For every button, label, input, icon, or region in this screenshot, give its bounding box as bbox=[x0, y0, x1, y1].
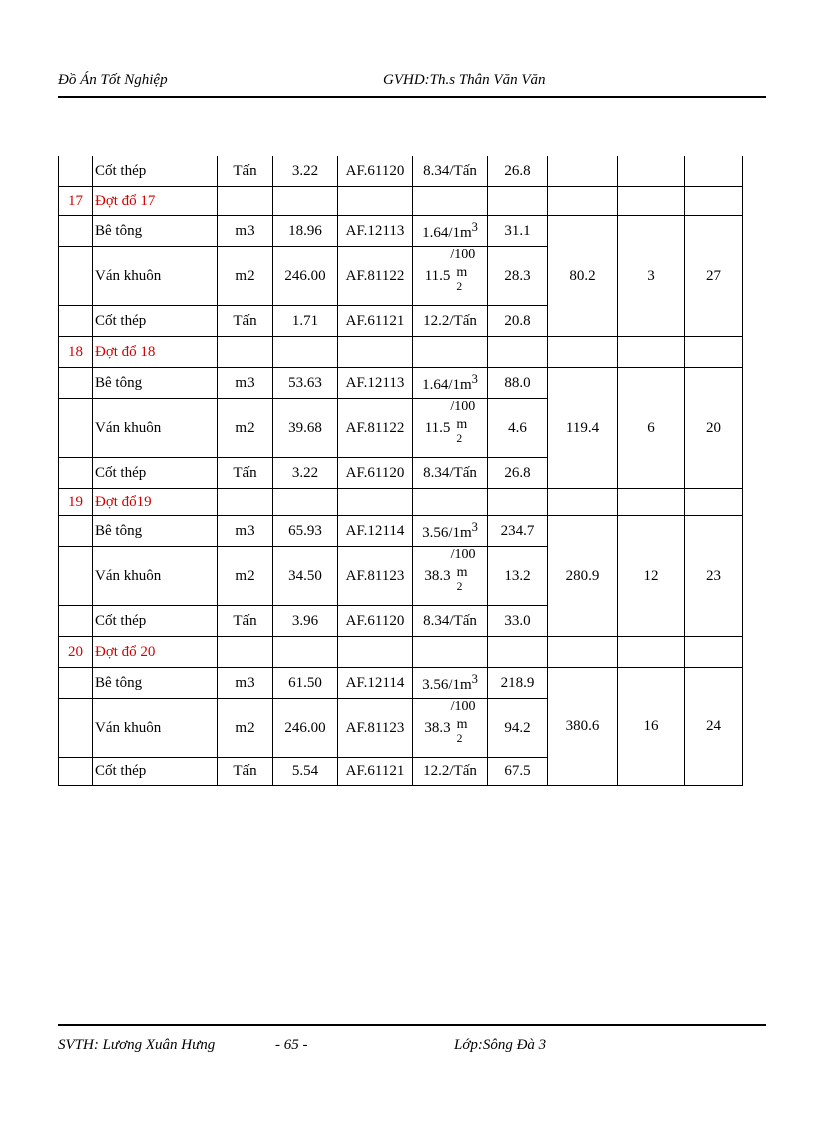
group-number: 18 bbox=[59, 337, 93, 368]
item-name: Cốt thép bbox=[93, 758, 218, 786]
table-row bbox=[59, 668, 743, 699]
group-header-row bbox=[59, 637, 743, 668]
item-norm: 12.2/Tấn bbox=[413, 758, 488, 786]
item-norm: 8.34/Tấn bbox=[413, 458, 488, 489]
item-code: AF.81122 bbox=[338, 247, 413, 306]
item-value: 33.0 bbox=[488, 606, 548, 637]
item-norm: $3.56/1m^3$ bbox=[413, 516, 488, 547]
item-norm: 11.5 /100 m $^2$ bbox=[413, 399, 488, 458]
item-value: 94.2 bbox=[488, 699, 548, 758]
item-name: Cốt thép bbox=[93, 306, 218, 337]
item-code: AF.12113 bbox=[338, 368, 413, 399]
item-quantity: 61.50 bbox=[273, 668, 338, 699]
item-name: Ván khuôn bbox=[93, 547, 218, 606]
item-name: Bê tông bbox=[93, 368, 218, 399]
item-unit: Tấn bbox=[218, 306, 273, 337]
item-quantity: 65.93 bbox=[273, 516, 338, 547]
footer-rule bbox=[58, 1024, 766, 1026]
group-header-row bbox=[59, 337, 743, 368]
group-workers: 3 bbox=[618, 216, 685, 337]
item-unit: m2 bbox=[218, 699, 273, 758]
item-value: 88.0 bbox=[488, 368, 548, 399]
item-name: Cốt thép bbox=[93, 458, 218, 489]
group-workers: 16 bbox=[618, 668, 685, 786]
item-code: AF.12114 bbox=[338, 516, 413, 547]
group-total: 80.2 bbox=[548, 216, 618, 337]
item-quantity: 34.50 bbox=[273, 547, 338, 606]
group-number: 19 bbox=[59, 489, 93, 516]
item-norm: 38.3 /100 m $^2$ bbox=[413, 547, 488, 606]
item-norm: $1.64/1m^3$ bbox=[413, 216, 488, 247]
item-norm: $1.64/1m^3$ bbox=[413, 368, 488, 399]
group-workers: 6 bbox=[618, 368, 685, 489]
item-unit: m2 bbox=[218, 547, 273, 606]
item-unit: m3 bbox=[218, 516, 273, 547]
item-unit: Tấn bbox=[218, 606, 273, 637]
item-name: Ván khuôn bbox=[93, 247, 218, 306]
item-value: 26.8 bbox=[488, 156, 548, 187]
item-code: AF.61120 bbox=[338, 156, 413, 187]
header-supervisor: GVHD:Th.s Thân Văn Văn bbox=[383, 72, 546, 88]
group-total: 280.9 bbox=[548, 516, 618, 637]
footer-class: Lớp:Sông Đà 3 bbox=[454, 1037, 547, 1053]
item-unit: m2 bbox=[218, 399, 273, 458]
group-total: 119.4 bbox=[548, 368, 618, 489]
group-title: Đợt đổ 18 bbox=[93, 337, 218, 368]
item-code: AF.12113 bbox=[338, 216, 413, 247]
item-value: 28.3 bbox=[488, 247, 548, 306]
item-value: 26.8 bbox=[488, 458, 548, 489]
item-value: 13.2 bbox=[488, 547, 548, 606]
group-number: 20 bbox=[59, 637, 93, 668]
item-value: 20.8 bbox=[488, 306, 548, 337]
item-code: AF.61120 bbox=[338, 606, 413, 637]
item-code: AF.61120 bbox=[338, 458, 413, 489]
item-unit: m3 bbox=[218, 216, 273, 247]
item-quantity: 5.54 bbox=[273, 758, 338, 786]
item-quantity: 3.22 bbox=[273, 156, 338, 187]
labor-table bbox=[58, 156, 743, 786]
item-code: AF.61121 bbox=[338, 306, 413, 337]
group-header-row bbox=[59, 187, 743, 216]
group-title: Đợt đổ 20 bbox=[93, 637, 218, 668]
group-number: 17 bbox=[59, 187, 93, 216]
group-days: 27 bbox=[685, 216, 743, 337]
item-unit: m3 bbox=[218, 668, 273, 699]
item-quantity: 53.63 bbox=[273, 368, 338, 399]
item-unit: m2 bbox=[218, 247, 273, 306]
item-norm: $3.56/1m^3$ bbox=[413, 668, 488, 699]
header-left-title: Đồ Án Tốt Nghiệp bbox=[58, 72, 168, 88]
item-norm: 8.34/Tấn bbox=[413, 606, 488, 637]
item-code: AF.81122 bbox=[338, 399, 413, 458]
item-norm: 8.34/Tấn bbox=[413, 156, 488, 187]
item-code: AF.61121 bbox=[338, 758, 413, 786]
item-name: Bê tông bbox=[93, 668, 218, 699]
group-title: Đợt đổ19 bbox=[93, 489, 218, 516]
item-value: 67.5 bbox=[488, 758, 548, 786]
table-row bbox=[59, 368, 743, 399]
item-quantity: 39.68 bbox=[273, 399, 338, 458]
item-name: Cốt thép bbox=[93, 156, 218, 187]
group-total: 380.6 bbox=[548, 668, 618, 786]
item-quantity: 3.22 bbox=[273, 458, 338, 489]
group-header-row bbox=[59, 489, 743, 516]
item-value: 234.7 bbox=[488, 516, 548, 547]
item-value: 4.6 bbox=[488, 399, 548, 458]
item-quantity: 3.96 bbox=[273, 606, 338, 637]
table-row bbox=[59, 156, 743, 187]
item-norm: 11.5 /100 m $^2$ bbox=[413, 247, 488, 306]
item-name: Cốt thép bbox=[93, 606, 218, 637]
item-unit: Tấn bbox=[218, 458, 273, 489]
item-quantity: 246.00 bbox=[273, 699, 338, 758]
item-quantity: 246.00 bbox=[273, 247, 338, 306]
group-workers: 12 bbox=[618, 516, 685, 637]
table-row bbox=[59, 216, 743, 247]
header-rule bbox=[58, 96, 766, 98]
group-days: 20 bbox=[685, 368, 743, 489]
item-value: 218.9 bbox=[488, 668, 548, 699]
item-quantity: 18.96 bbox=[273, 216, 338, 247]
item-code: AF.12114 bbox=[338, 668, 413, 699]
table-row bbox=[59, 516, 743, 547]
item-name: Ván khuôn bbox=[93, 699, 218, 758]
item-norm: 12.2/Tấn bbox=[413, 306, 488, 337]
group-days: 23 bbox=[685, 516, 743, 637]
group-title: Đợt đổ 17 bbox=[93, 187, 218, 216]
item-quantity: 1.71 bbox=[273, 306, 338, 337]
page-number: - 65 - bbox=[275, 1037, 308, 1053]
item-norm: 38.3 /100 m $^2$ bbox=[413, 699, 488, 758]
item-unit: Tấn bbox=[218, 758, 273, 786]
item-code: AF.81123 bbox=[338, 699, 413, 758]
item-name: Ván khuôn bbox=[93, 399, 218, 458]
item-name: Bê tông bbox=[93, 516, 218, 547]
item-value: 31.1 bbox=[488, 216, 548, 247]
footer-student: SVTH: Lương Xuân Hưng bbox=[58, 1037, 216, 1053]
item-unit: Tấn bbox=[218, 156, 273, 187]
item-code: AF.81123 bbox=[338, 547, 413, 606]
item-unit: m3 bbox=[218, 368, 273, 399]
group-days: 24 bbox=[685, 668, 743, 786]
item-name: Bê tông bbox=[93, 216, 218, 247]
